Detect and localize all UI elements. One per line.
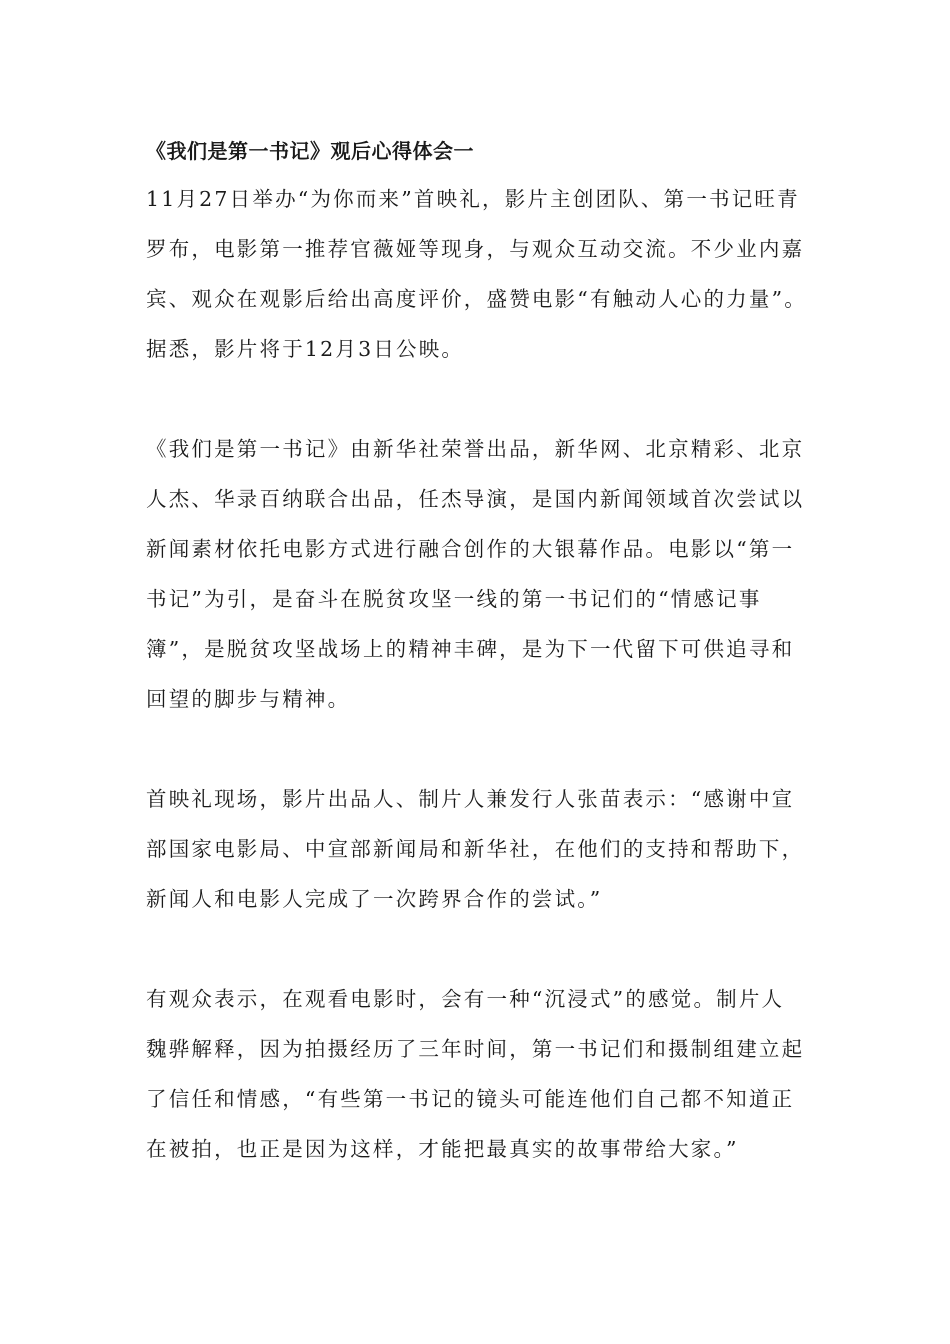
paragraph-3 — [146, 774, 836, 924]
paragraph-2 — [146, 424, 836, 724]
paragraph-line: 在被拍，也正是因为这样，才能把最真实的故事带给大家。” — [146, 1137, 739, 1161]
paragraph-line: 部国家电影局、中宣部新闻局和新华社，在他们的支持和帮助下， — [146, 837, 805, 861]
paragraph-line: 魏骅解释，因为拍摄经历了三年时间，第一书记们和摄制组建立起 — [146, 1037, 805, 1061]
paragraph-line: 回望的脚步与精神。 — [146, 687, 351, 711]
paragraph-line: 有观众表示，在观看电影时，会有一种“沉浸式”的感觉。制片人 — [146, 987, 785, 1011]
paragraph-line: 了信任和情感，“有些第一书记的镜头可能连他们自己都不知道正 — [146, 1087, 795, 1111]
paragraph-line: 簿”，是脱贫攻坚战场上的精神丰碑，是为下一代留下可供追寻和 — [146, 637, 795, 661]
paragraph-line: 首映礼现场，影片出品人、制片人兼发行人张苗表示：“感谢中宣 — [146, 787, 795, 811]
paragraph-line: 新闻人和电影人完成了一次跨界合作的尝试。” — [146, 887, 603, 911]
paragraph-1 — [146, 174, 836, 374]
paragraph-line: 书记”为引，是奋斗在脱贫攻坚一线的第一书记们的“情感记事 — [146, 587, 762, 611]
paragraph-line: 宾、观众在观影后给出高度评价，盛赞电影“有触动人心的力量”。 — [146, 287, 807, 311]
paragraph-line: 11月27日举办“为你而来”首映礼，影片主创团队、第一书记旺青 — [146, 187, 800, 211]
paragraph-line: 据悉，影片将于12月3日公映。 — [146, 337, 465, 361]
paragraph-line: 罗布，电影第一推荐官薇娅等现身，与观众互动交流。不少业内嘉 — [146, 237, 805, 261]
document-title: 《我们是第一书记》观后心得体会一 — [146, 139, 474, 163]
paragraph-line: 新闻素材依托电影方式进行融合创作的大银幕作品。电影以“第一 — [146, 537, 795, 561]
paragraph-4 — [146, 974, 836, 1174]
paragraph-line: 人杰、华录百纳联合出品，任杰导演，是国内新闻领域首次尝试以 — [146, 487, 805, 511]
paragraph-line: 《我们是第一书记》由新华社荣誉出品，新华网、北京精彩、北京 — [146, 437, 805, 461]
